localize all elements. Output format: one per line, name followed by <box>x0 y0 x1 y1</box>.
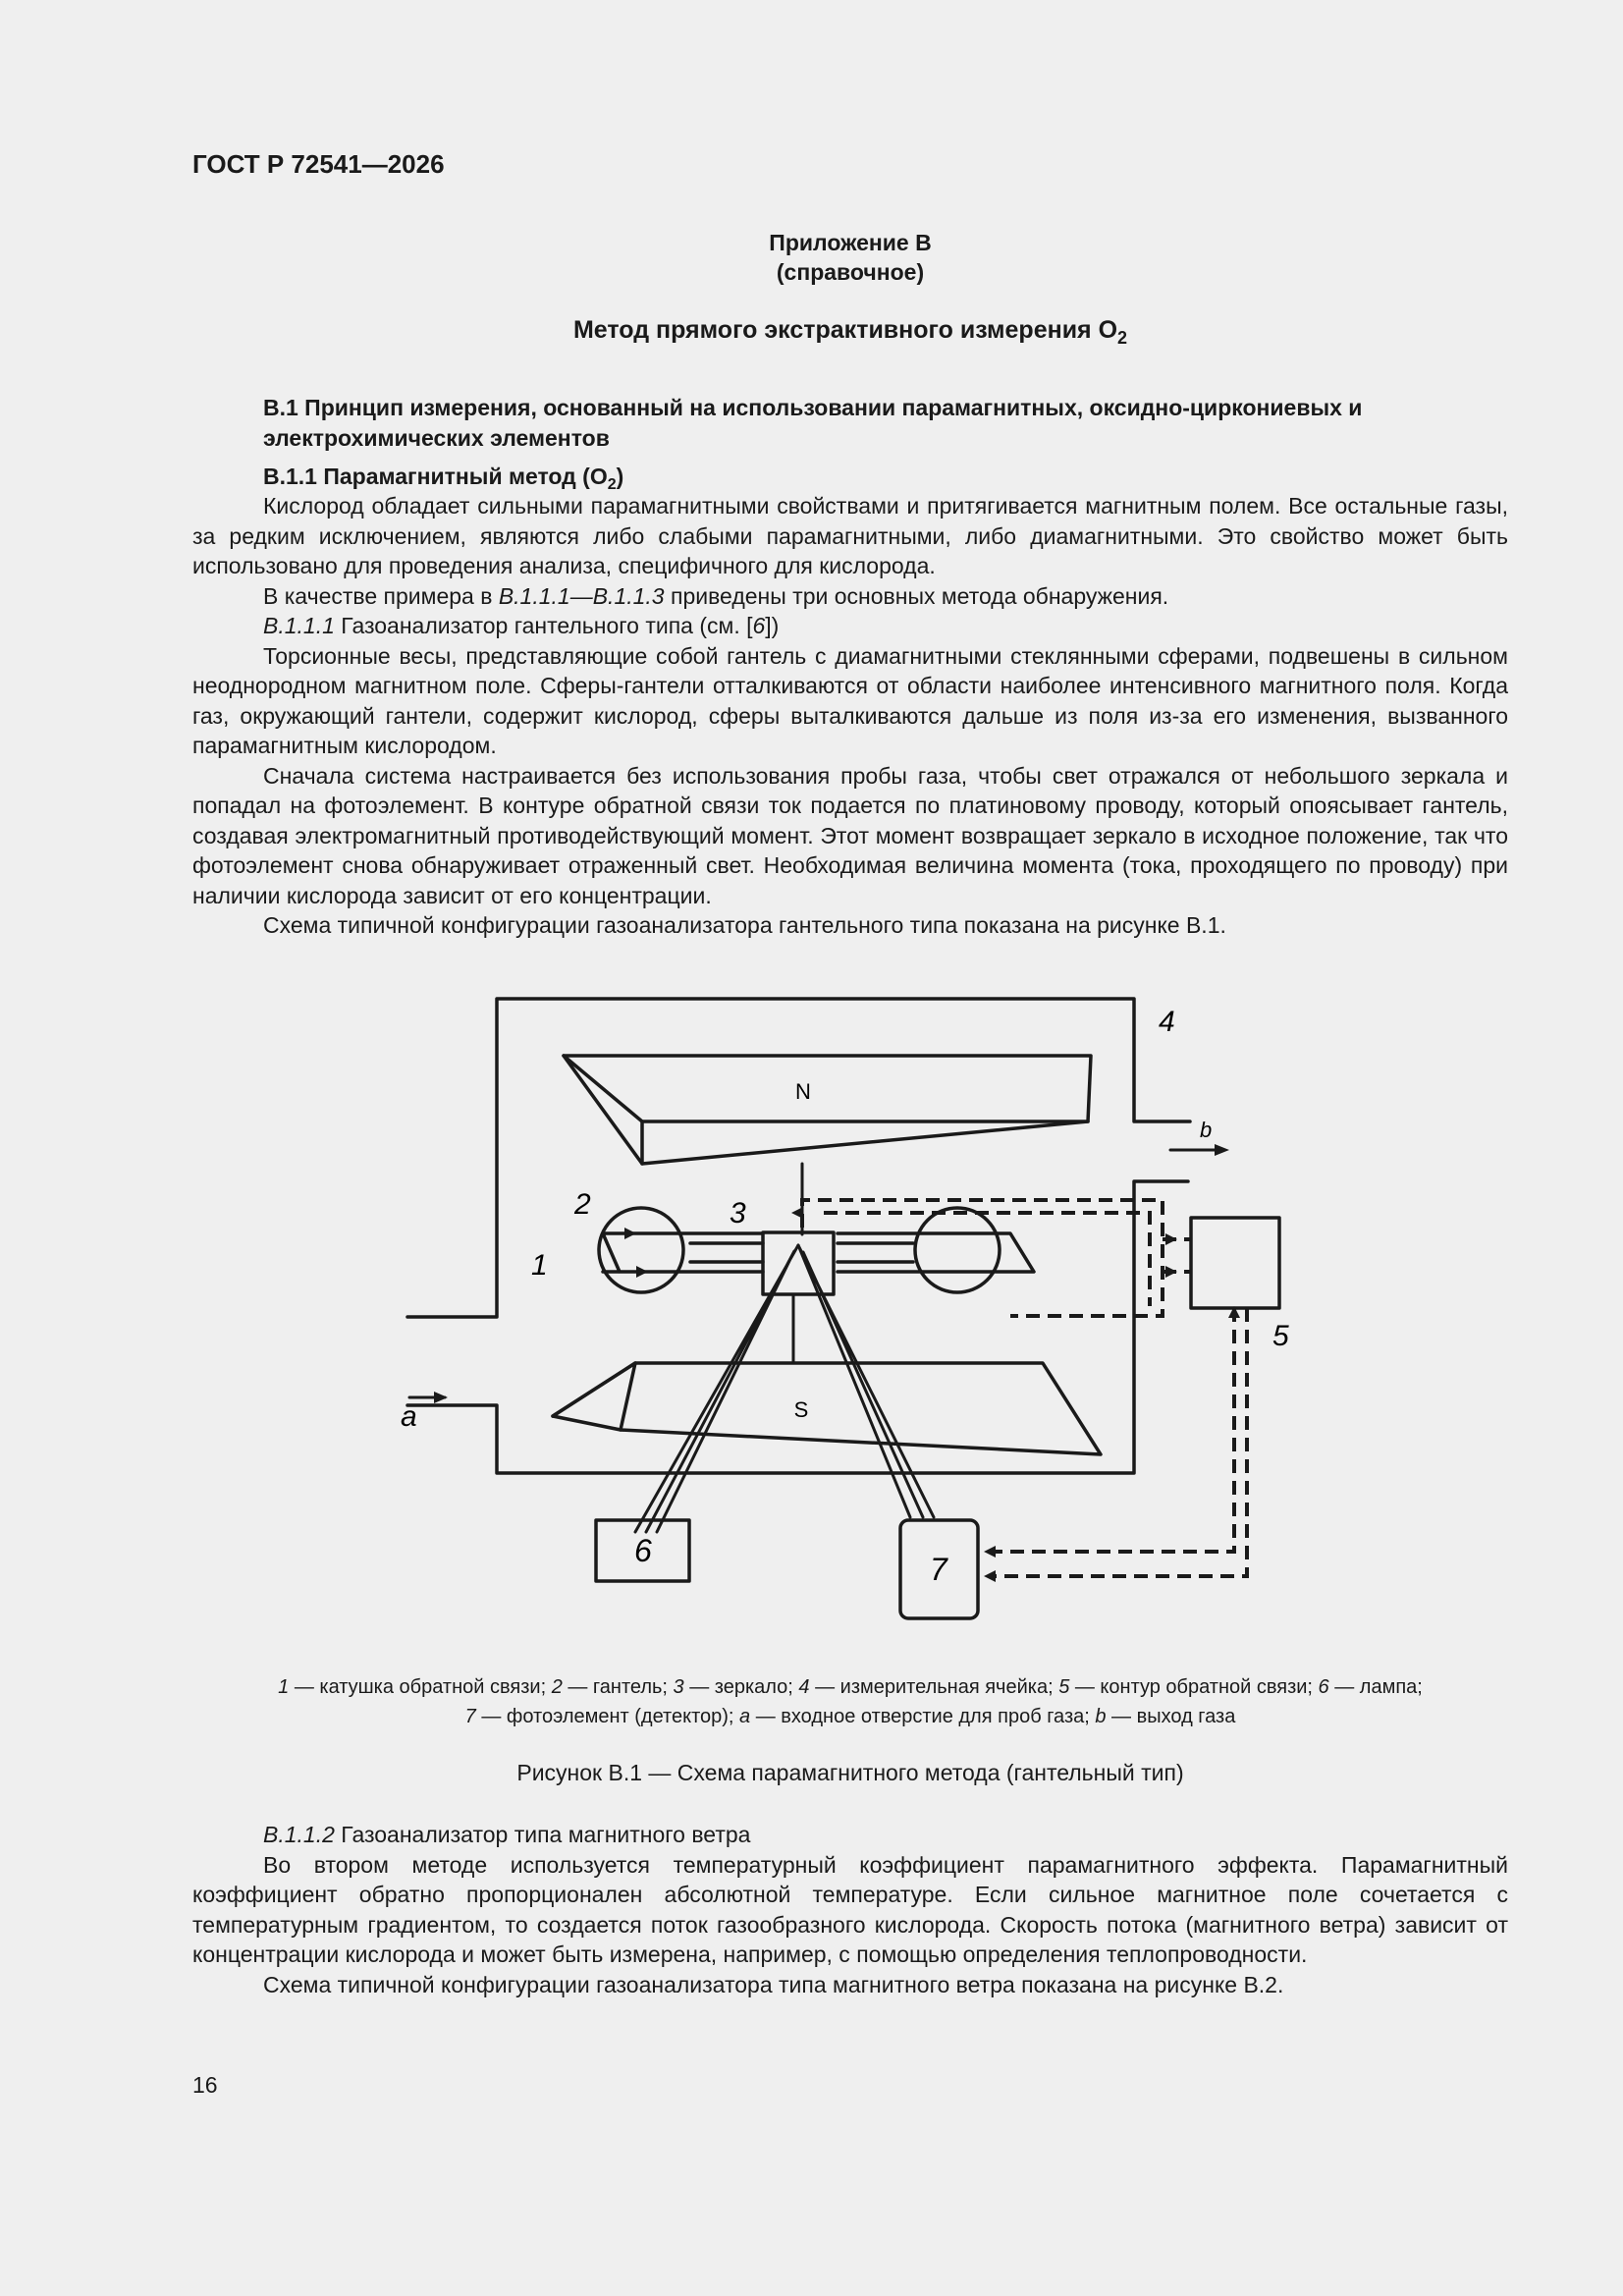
section-b112-body <box>192 1820 1508 1999</box>
feedback-loop-inner <box>824 1213 1150 1306</box>
paragraph-magnetic-wind: Во втором методе используется температурный коэффициент парамагнитного эффекта. Парамагнитный коэффициент обратно пропорционален абсолютной температуре. Если сильное магнитное поле сочетается с температурным градиентом, то создается поток газообразного кислорода. Скорость потока (магнитного ветра) зависит от концентрации кислорода и может быть измерена, например, с помощью определения теплопроводности. <box>192 1851 1508 1967</box>
section-b11-heading-text: В.1.1 Парамагнитный метод (O <box>263 464 608 489</box>
legend-key-b: b <box>1095 1706 1107 1727</box>
section-b11-heading-subscript: 2 <box>607 476 617 493</box>
feedback-loop-detector-return <box>988 1308 1247 1576</box>
label-1: 1 <box>531 1249 548 1282</box>
feedback-loop-detector <box>988 1308 1234 1552</box>
legend-line-1 <box>192 1672 1508 1702</box>
light-beam-detector <box>798 1245 934 1517</box>
section-b1-heading-text: В.1 Принцип измерения, основанный на использовании парамагнитных, оксидно-циркониевых и электрохимических элементов <box>263 395 1363 451</box>
legend-key-4: 4 <box>798 1676 810 1698</box>
magnet-n-edge <box>564 1056 1088 1121</box>
paragraph-figure-reference: Схема типичной конфигурации газоанализатора гантельного типа показана на рисунке В.1. <box>263 912 1226 938</box>
legend-text-1: — катушка обратной связи; <box>289 1676 552 1698</box>
legend-line-2 <box>192 1702 1508 1731</box>
magnet-s <box>553 1363 1101 1454</box>
feedback-controller-box <box>1191 1218 1279 1308</box>
subsection-b111-title: Газоанализатор гантельного типа (см. [ <box>334 613 753 638</box>
measuring-cell-outline <box>407 999 1190 1317</box>
label-7: 7 <box>930 1552 947 1587</box>
label-5: 5 <box>1272 1320 1289 1352</box>
legend-text-2: — гантель; <box>562 1676 674 1698</box>
subsection-b111-number: В.1.1.1 <box>263 613 335 638</box>
legend-key-7: 7 <box>464 1706 476 1727</box>
subsection-b112-number: В.1.1.2 <box>263 1822 335 1847</box>
legend-text-5: — контур обратной связи; <box>1069 1676 1319 1698</box>
measuring-cell-lower <box>407 1181 1188 1473</box>
section-b11-heading-end: ) <box>616 464 624 489</box>
annex-label: Приложение В <box>769 230 932 255</box>
annex-title-subscript: 2 <box>1117 328 1128 348</box>
annex-type: (справочное) <box>776 259 925 285</box>
paragraph-oxygen-properties: Кислород обладает сильными парамагнитными свойствами и притягивается магнитным полем. Все остальные газы, за редким исключением, являются либо слабыми парамагнитными, либо диамагнитными. Это свойство может быть использовано для проведения анализа, специфичного для кислорода. <box>192 493 1508 578</box>
legend-key-1: 1 <box>278 1676 290 1698</box>
legend-text-7: — фотоэлемент (детектор); <box>475 1706 740 1727</box>
annex-title-text: Метод прямого экстрактивного измерения O <box>572 316 1118 344</box>
legend-key-3: 3 <box>673 1676 684 1698</box>
legend-text-4: — измерительная ячейка; <box>809 1676 1059 1698</box>
label-4: 4 <box>1159 1006 1175 1038</box>
label-3: 3 <box>730 1197 746 1230</box>
label-a: a <box>401 1400 417 1433</box>
legend-key-2: 2 <box>551 1676 563 1698</box>
legend-text-a: — входное отверстие для проб газа; <box>750 1706 1096 1727</box>
subsection-b112-title: Газоанализатор типа магнитного ветра <box>334 1822 751 1847</box>
standard-code: ГОСТ Р 72541—2026 <box>192 149 445 179</box>
paragraph-feedback-loop: Сначала система настраивается без использования пробы газа, чтобы свет отражался от небольшого зеркала и попадал на фотоэлемент. В контуре обратной связи ток подается по платиновому проводу, который опоясывает гантель, создавая электромагнитный противодействующий момент. Этот момент возвращает зеркало в исходное положение, так что фотоэлемент снова обнаруживает отраженный свет. Необходимая величина момента (тока, проходящего по проводу) при наличии кислорода зависит от его концентрации. <box>192 762 1508 908</box>
paragraph-torsion-balance: Торсионные весы, представляющие собой гантель с диамагнитными стеклянными сферами, подвешены в сильном неоднородном магнитном поле. Сферы-гантели отталкиваются от области наиболее интенсивного магнитного поля. Когда газ, окружающий гантели, содержит кислород, сферы выталкиваются дальше из поля из-за его изменения, вызванного парамагнитным кислородом. <box>192 642 1508 758</box>
legend-text-3: — зеркало; <box>683 1676 799 1698</box>
methods-overview-text-a: В качестве примера в <box>263 582 499 609</box>
dumbbell-sphere-right <box>915 1208 1000 1292</box>
label-6: 6 <box>634 1533 652 1568</box>
legend-key-5: 5 <box>1058 1676 1070 1698</box>
methods-overview-text-b: приведены три основных метода обнаружения. <box>664 582 1169 609</box>
methods-overview-ref: В.1.1.1—В.1.1.3 <box>498 582 665 609</box>
paragraph-figure-b2-reference: Схема типичной конфигурации газоанализатора типа магнитного ветра показана на рисунке В.2. <box>263 1971 1284 1997</box>
dumbbell-right <box>838 1233 1034 1272</box>
legend-text-6: — лампа; <box>1328 1676 1423 1698</box>
mirror-box <box>763 1232 834 1294</box>
page-number: 16 <box>192 2072 218 2098</box>
subsection-b111-title-end: ]) <box>765 613 780 638</box>
legend-key-a: a <box>739 1706 751 1727</box>
legend-text-b: — выход газа <box>1106 1706 1236 1727</box>
subsection-b112-heading <box>192 1820 1508 1850</box>
figure-legend <box>192 1672 1508 1731</box>
figure-caption: Рисунок В.1 — Схема парамагнитного метода (гантельный тип) <box>516 1760 1184 1785</box>
label-n: N <box>795 1079 811 1104</box>
label-b: b <box>1200 1118 1213 1142</box>
subsection-b111-ref: 6 <box>752 613 766 638</box>
label-2: 2 <box>574 1188 591 1221</box>
label-s: S <box>793 1397 809 1422</box>
legend-key-6: 6 <box>1318 1676 1329 1698</box>
